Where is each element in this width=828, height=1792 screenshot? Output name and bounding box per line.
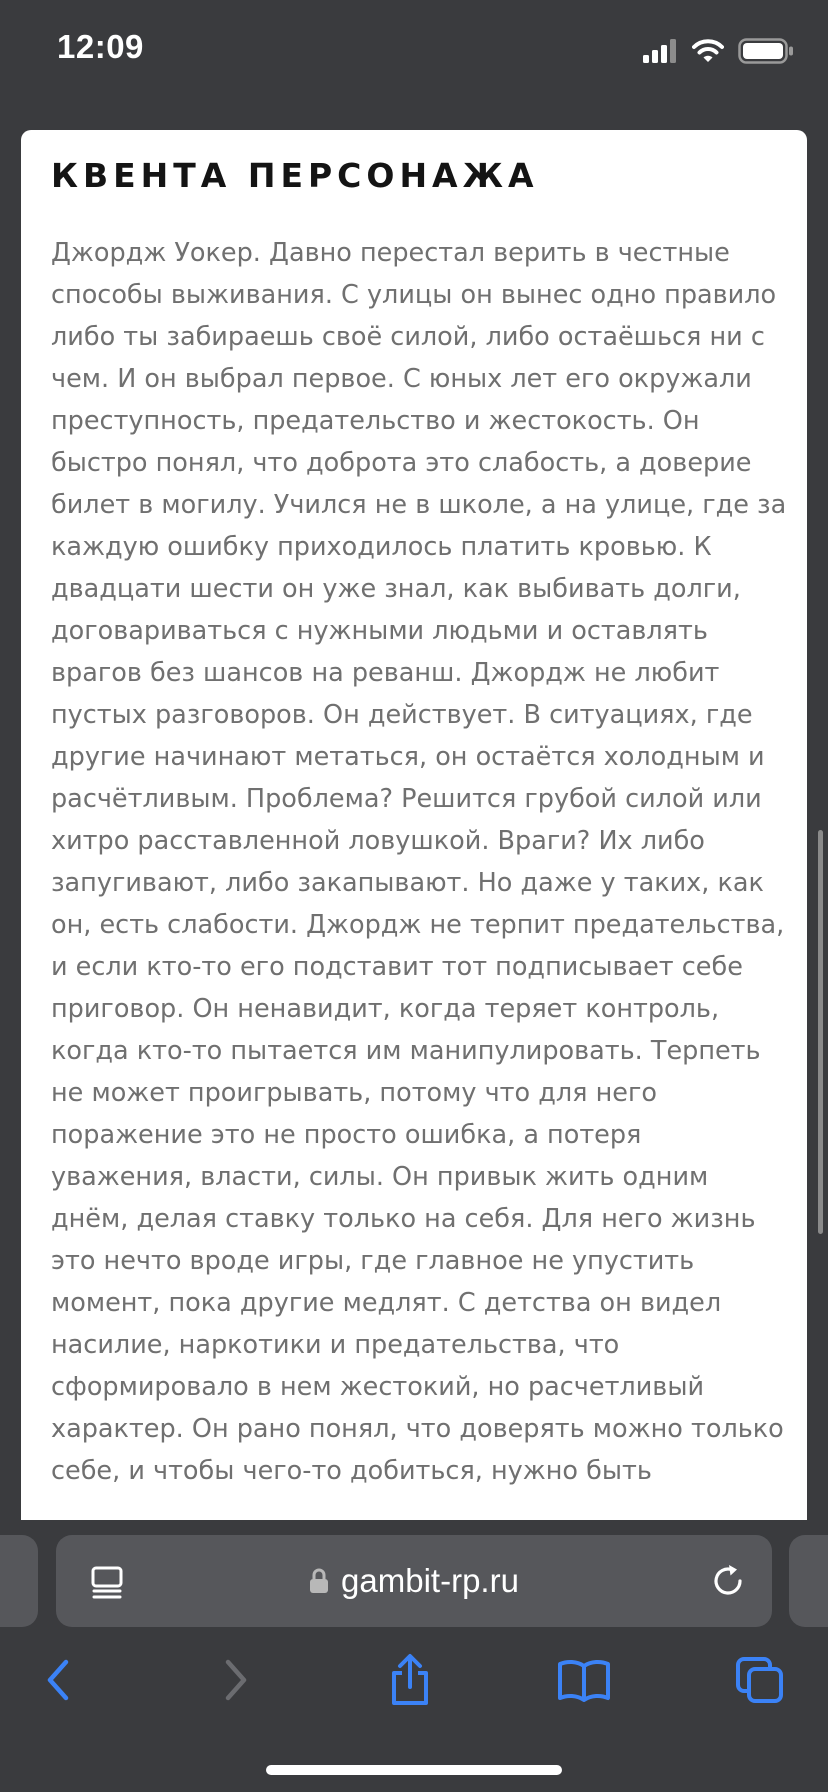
scrollbar[interactable]: [818, 830, 823, 1234]
battery-icon: [738, 38, 794, 64]
bookmarks-icon: [557, 1658, 611, 1702]
cellular-signal-icon: [642, 39, 678, 63]
back-button[interactable]: [29, 1652, 89, 1708]
reload-icon[interactable]: [710, 1563, 746, 1599]
status-time: 12:09: [57, 28, 144, 65]
home-indicator[interactable]: [266, 1765, 562, 1775]
address-bar[interactable]: [56, 1535, 772, 1627]
forward-button[interactable]: [205, 1652, 265, 1708]
bookmarks-button[interactable]: [554, 1652, 614, 1708]
status-bar: [0, 0, 828, 100]
share-button[interactable]: [380, 1652, 440, 1708]
article-card: [21, 130, 807, 1520]
status-icons: [642, 36, 794, 66]
wifi-icon: [692, 39, 724, 63]
page-title: КВЕНТА ПЕРСОНАЖА: [51, 156, 539, 195]
next-tab-preview[interactable]: [789, 1535, 828, 1627]
back-arrow-icon: [44, 1658, 74, 1702]
tabs-icon: [735, 1656, 785, 1704]
previous-tab-preview[interactable]: [0, 1535, 38, 1627]
url-text[interactable]: gambit-rp.ru: [341, 1562, 519, 1599]
share-icon: [388, 1653, 432, 1707]
forward-arrow-icon: [220, 1658, 250, 1702]
lock-icon: [309, 1568, 329, 1594]
article-body: Джордж Уокер. Давно перестал верить в честные способы выживания. С улицы он вынес одно правило либо ты забираешь своё силой, либо остаёшься ни с чем. И он выбрал первое. С юных лет его окружали преступность, предательство и жестокость. Он быстро понял, что доброта это слабость, а доверие билет в могилу. Учился не в школе, а на улице, где за каждую ошибку приходилось платить кровью. К двадцати шести он уже знал, как выбивать долги, договариваться с нужными людьми и оставлять врагов без шансов на реванш. Джордж не любит пустых разговоров. Он действует. В ситуациях, где другие начинают метаться, он остаётся холодным и расчётливым. Проблема? Решится грубой силой или хитро расставленной ловушкой. Враги? Их либо запугивают, либо закапывают. Но даже у таких, как он, есть слабости. Джордж не терпит предательства, и если кто-то его подставит тот подписывает себе приговор. Он ненавидит, когда теряет контроль, когда кто-то пытается им манипулировать. Терпеть не может проигрывать, потому что для него поражение это не просто ошибка, а потеря уважения, власти, силы. Он привык жить одним днём, делая ставку только на себя. Для него жизнь это нечто вроде игры, где главное не упустить момент, пока другие медлят. С детства он видел насилие, наркотики и предательства, что сформировало в нем жестокий, но расчетливый характер. Он рано понял, что доверять можно только себе, и чтобы чего-то добиться, нужно быть: [51, 238, 787, 1486]
url-display[interactable]: [56, 1535, 772, 1627]
tabs-button[interactable]: [730, 1652, 790, 1708]
